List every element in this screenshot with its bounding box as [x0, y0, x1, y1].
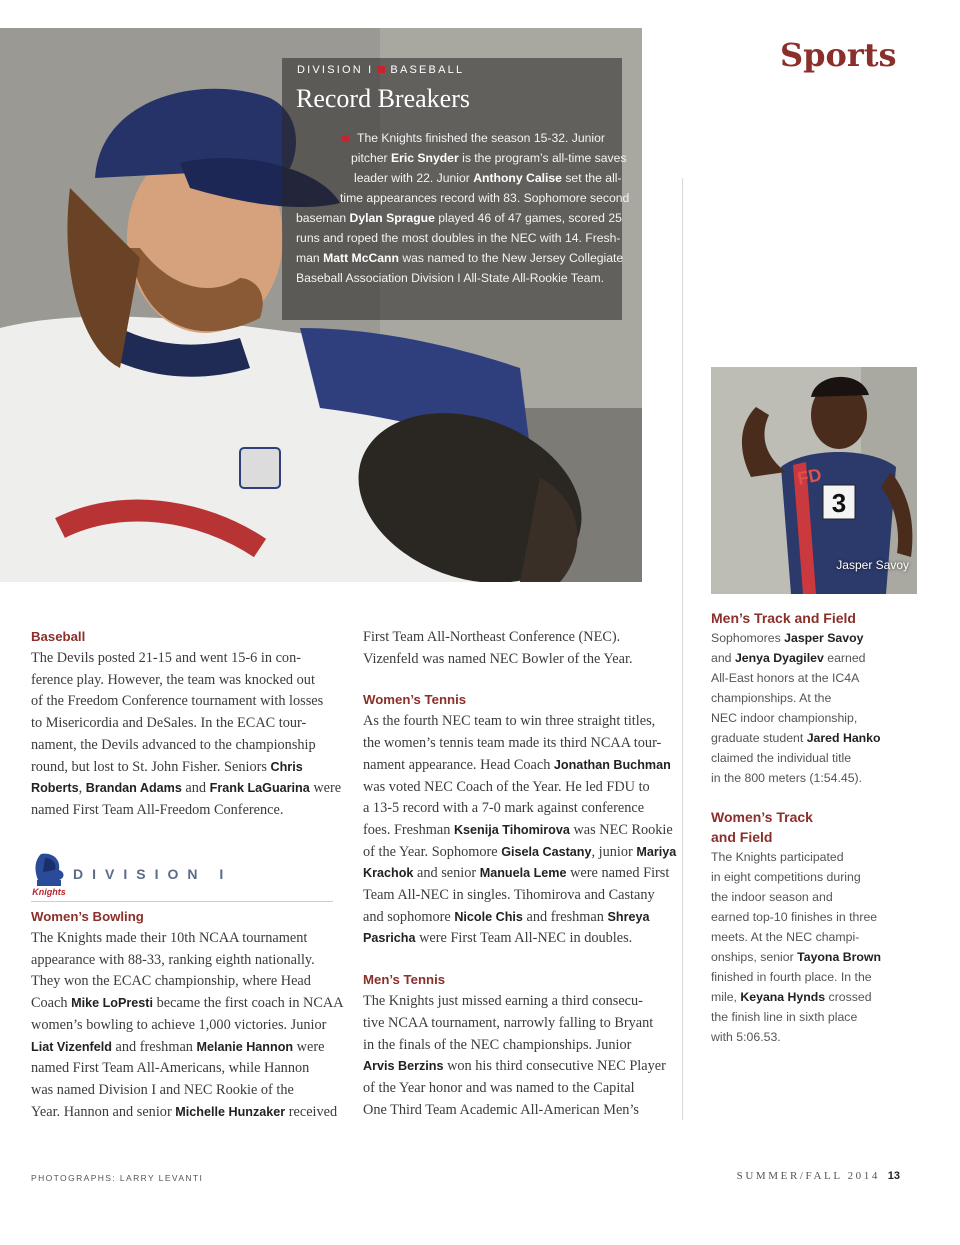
womens-tennis-article [363, 711, 677, 950]
person-name: Mike LoPresti [71, 996, 153, 1011]
person-name: Matt McCann [323, 251, 399, 265]
runner-bib: 3 [831, 488, 847, 518]
text-line: mile, Keyana Hynds crossed [711, 990, 872, 1004]
hero-title: Record Breakers [296, 84, 470, 113]
hero-summary [296, 128, 630, 288]
text-line: in eight competitions during [711, 870, 861, 884]
womens-track-article [711, 847, 911, 1047]
text-line: Arvis Berzins won his third consecutive NEC Player [363, 1058, 666, 1075]
person-name: Dylan Sprague [349, 211, 435, 225]
division-label: DIVISION I [73, 866, 233, 882]
text-line: earned top-10 finishes in three [711, 910, 878, 924]
person-name: Melanie Hannon [196, 1039, 294, 1054]
text-line: of the Year. Sophomore Gisela Castany, junior Mariya [363, 843, 677, 860]
text-line: ference play. However, the team was knocked out [31, 671, 315, 688]
text-line: claimed the individual title [711, 751, 852, 765]
person-name: Chris [270, 759, 303, 774]
text-line: graduate student Jared Hanko [711, 731, 881, 745]
text-line: Liat Vizenfeld and freshman Melanie Hannon were [31, 1038, 325, 1055]
text-line: was named Division I and NEC Rookie of the [31, 1081, 294, 1098]
person-name: Gisela Castany [501, 844, 592, 859]
hero-line: man Matt McCann was named to the New Jersey Collegiate [296, 251, 624, 265]
heading-baseball: Baseball [31, 629, 86, 644]
square-bullet-icon [342, 135, 349, 142]
text-line: of the Year honor and was named to the Capital [363, 1079, 635, 1096]
text-line: The Knights made their 10th NCAA tournament [31, 930, 308, 946]
hero-line: baseman Dylan Sprague played 46 of 47 games, scored 25 [296, 211, 622, 225]
person-name: Brandan Adams [85, 781, 182, 796]
text-line: One Third Team Academic All-American Men’s [363, 1101, 639, 1118]
text-line: Vizenfeld was named NEC Bowler of the Year. [363, 650, 633, 667]
left-column [31, 627, 341, 822]
hero-line: runs and roped the most doubles in the NEC with 14. Fresh- [296, 231, 621, 245]
person-name: Roberts [31, 781, 79, 796]
person-name: Jared Hanko [806, 731, 881, 745]
baseball-article [31, 648, 341, 822]
left-column-lower [31, 907, 344, 1123]
text-line: women’s bowling to achieve 1,000 victories. Junior [31, 1016, 327, 1033]
text-line: round, but lost to St. John Fisher. Seniors Chris [31, 758, 303, 775]
person-name: Anthony Calise [473, 171, 562, 185]
heading-womens-track-line1: Women’s Track [711, 809, 813, 825]
middle-column [363, 627, 677, 1121]
runner-jersey-text: FD [795, 464, 824, 489]
text-line: a 13-5 record with a 7-0 mark against conference [363, 800, 645, 817]
mens-track-article [711, 628, 911, 788]
text-line: with 5:06.53. [711, 1030, 781, 1044]
person-name: Keyana Hynds [740, 990, 826, 1004]
person-name: Mariya [636, 844, 677, 859]
right-column [711, 608, 911, 1047]
text-line: The Knights just missed earning a third consecu- [363, 993, 643, 1010]
person-name: Pasricha [363, 931, 416, 946]
text-line: Team All-NEC in singles. Tihomirova and Castany [363, 887, 655, 904]
text-line: named First Team All-Freedom Conference. [31, 801, 284, 818]
text-line: to Misericordia and DeSales. In the ECAC tour- [31, 715, 307, 732]
text-line: the finish line in sixth place [711, 1010, 858, 1024]
text-line: They won the ECAC championship, where Head [31, 973, 311, 990]
text-line: and Jenya Dyagilev earned [711, 651, 866, 665]
text-line: the indoor season and [711, 890, 833, 904]
text-line: onships, senior Tayona Brown [711, 950, 881, 964]
text-line: Pasricha were First Team All-NEC in doubles. [363, 930, 633, 947]
heading-mens-track: Men’s Track and Field [711, 610, 856, 626]
text-line: the women’s tennis team made its third NCAA tour- [363, 735, 662, 752]
text-line: All-East honors at the IC4A [711, 671, 860, 685]
text-line: and sophomore Nicole Chis and freshman Shreya [363, 908, 650, 925]
heading-womens-track-line2: and Field [711, 829, 773, 845]
kicker-division: DIVISION I [297, 64, 374, 76]
person-name: Eric Snyder [390, 151, 459, 165]
photo-credit: PHOTOGRAPHS: LARRY LEVANTI [31, 1173, 204, 1183]
text-line: Sophomores Jasper Savoy [711, 631, 864, 645]
text-line: The Devils posted 21-15 and went 15-6 in con- [31, 650, 301, 666]
text-line: meets. At the NEC champi- [711, 930, 860, 944]
heading-womens-tennis: Women’s Tennis [363, 692, 467, 708]
track-photo [711, 367, 917, 594]
text-line: in the 800 meters (1:54.45). [711, 771, 863, 785]
text-line: Coach Mike LoPresti became the first coach in NCAA [31, 995, 344, 1012]
text-line: First Team All-Northeast Conference (NEC). [363, 629, 621, 645]
text-line: Year. Hannon and senior Michelle Hunzaker received [31, 1103, 338, 1120]
mens-tennis-article [363, 991, 673, 1121]
text-line: of the Freedom Conference tournament with losses [31, 693, 324, 710]
text-line: championships. At the [711, 691, 832, 705]
text-line: in the finals of the NEC championships. Junior [363, 1036, 632, 1053]
knights-logo-icon [31, 852, 67, 898]
person-name: Krachok [363, 866, 414, 881]
person-name: Shreya [607, 909, 650, 924]
text-line: tive NCAA tournament, narrowly falling to Bryant [363, 1014, 654, 1031]
hero-kicker [297, 64, 464, 76]
bowling-article [31, 928, 344, 1123]
person-name: Jasper Savoy [784, 631, 864, 645]
text-line: Roberts, Brandan Adams and Frank LaGuarina were [31, 780, 342, 797]
hero-line: pitcher Eric Snyder is the program’s all-time saves [351, 151, 627, 165]
heading-womens-bowling: Women’s Bowling [31, 909, 144, 924]
page-number: 13 [887, 1170, 900, 1182]
person-name: Arvis Berzins [363, 1059, 444, 1074]
text-line: foes. Freshman Ksenija Tihomirova was NEC Rookie [363, 821, 673, 838]
text-line: NEC indoor championship, [711, 711, 858, 725]
text-line: named First Team All-Americans, while Hannon [31, 1060, 310, 1077]
person-name: Nicole Chis [454, 909, 523, 924]
hero-line: time appearances record with 83. Sophomore second [340, 191, 630, 205]
person-name: Jonathan Buchman [553, 757, 671, 772]
text-line: The Knights participated [711, 850, 844, 864]
division-banner [31, 852, 333, 902]
text-line: As the fourth NEC team to win three straight titles, [363, 713, 656, 730]
text-line: appearance with 88-33, ranking eighth nationally. [31, 951, 315, 968]
hero-line: Baseball Association Division I All-State All-Rookie Team. [296, 271, 604, 285]
issue-label: SUMMER/FALL 2014 [736, 1170, 880, 1182]
person-name: Tayona Brown [797, 950, 881, 964]
hero-line: leader with 22. Junior Anthony Calise set the all- [354, 171, 622, 185]
hero-line: The Knights finished the season 15-32. Junior [296, 128, 614, 148]
person-name: Ksenija Tihomirova [453, 822, 570, 837]
person-name: Manuela Leme [479, 866, 567, 881]
photo-caption: Jasper Savoy [836, 558, 909, 572]
kicker-sport: BASEBALL [390, 64, 465, 76]
square-bullet-icon [378, 66, 385, 73]
section-title: Sports [780, 36, 897, 74]
logo-text: Knights [32, 887, 66, 897]
person-name: Jenya Dyagilev [734, 651, 824, 665]
text-line: finished in fourth place. In the [711, 970, 872, 984]
person-name: Frank LaGuarina [209, 781, 310, 796]
text-line: nament, the Devils advanced to the championship [31, 736, 316, 753]
text-line: was voted NEC Coach of the Year. He led FDU to [363, 778, 650, 795]
person-name: Michelle Hunzaker [175, 1104, 286, 1119]
bowling-article-continued [363, 627, 673, 670]
text-line: nament appearance. Head Coach Jonathan Buchman [363, 756, 671, 773]
text-line: Krachok and senior Manuela Leme were named First [363, 865, 670, 882]
column-divider [682, 178, 683, 1120]
person-name: Liat Vizenfeld [31, 1039, 112, 1054]
heading-mens-tennis: Men’s Tennis [363, 972, 446, 988]
